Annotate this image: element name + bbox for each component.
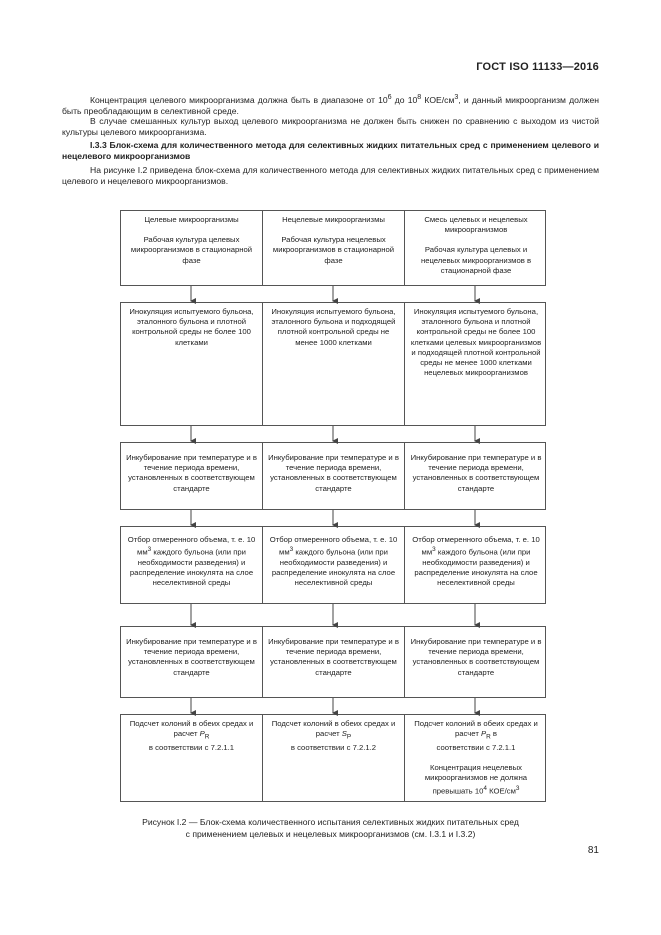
intro-paragraph-1: Концентрация целевого микроорганизма должна быть в диапазоне от $10^6$ до $10^8$ КОЕ/$см^3$, и данный микроорганизм должен быть преобладающим в селективной среде. <box>62 93 599 117</box>
flow-box-inoculation-nontarget: Инокуляция испытуемого бульона, эталонного бульона и подходящей плотной контрольной среды не менее 1000 клетками <box>263 303 405 425</box>
flow-box-incubation-1-nontarget: Инкубирование при температуре и в течение периода времени, установленных в соответствующем стандарте <box>263 443 405 509</box>
flow-box-sampling-nontarget: Отбор отмеренного объема, т. е. 10 $мм^3$ каждого бульона (или при необходимости разведения) и распределение инокулята на слое неселективной среды <box>263 527 405 603</box>
flowchart-arrows <box>120 210 546 802</box>
intro-paragraph-2: В случае смешанных культур выход целевого микроорганизма не должен быть снижен по сравнению с выходом из чистой культуры целевого микроорганизма. <box>62 116 599 138</box>
column-title-mixed: Смесь целевых и нецелевых микроорганизмов <box>424 215 528 235</box>
flow-box-incubation-2-mixed: Инкубирование при температуре и в течение периода времени, установленных в соответствующем стандарте <box>410 637 542 677</box>
figure-caption <box>62 817 599 840</box>
column-title-target: Целевые микроорганизмы <box>144 215 239 224</box>
flow-box-inoculation-mixed: Инокуляция испытуемого бульона, эталонного бульона и плотной контрольной среды не более 100 клетками целевых микроорганизмов и подходящей плотной контрольной среды не менее 1000 клетками нецелевых микроорганизмов <box>410 307 542 378</box>
figure-caption-line-2: с применением целевых и нецелевых микроорганизмов (см. I.3.1 и I.3.2) <box>185 828 476 839</box>
flow-box-count-target: Подсчет колоний в обеих средах и расчет $P_R$ в соответствии с 7.2.1.1 <box>121 715 263 801</box>
nontarget-culture-text: Рабочая культура нецелевых микроорганизмов в стационарной фазе <box>272 235 395 265</box>
intro-paragraph-3: На рисунке I.2 приведена блок-схема для количественного метода для селективных жидких питательных сред с применением целевого и нецелевого микроорганизмов. <box>62 165 599 187</box>
flow-box-incubation-1-target: Инкубирование при температуре и в течение периода времени, установленных в соответствующем стандарте <box>121 443 263 509</box>
flow-box-inoculation-target: Инокуляция испытуемого бульона, эталонного бульона и плотной контрольной среды не более 100 клетками <box>121 303 263 425</box>
flow-box-sampling-target: Отбор отмеренного объема, т. е. 10 $мм^3$ каждого бульона (или при необходимости разведения) и распределение инокулята на слое неселективной среды <box>121 527 263 603</box>
flow-box-count-nontarget: Подсчет колоний в обеих средах и расчет $S_P$ в соответствии с 7.2.1.2 <box>263 715 405 801</box>
mixed-culture-text: Рабочая культура целевых и нецелевых микроорганизмов в стационарной фазе <box>420 245 532 275</box>
page-number: 81 <box>587 845 599 856</box>
column-title-nontarget: Нецелевые микроорганизмы <box>282 215 385 224</box>
flow-box-incubation-2-target: Инкубирование при температуре и в течение периода времени, установленных в соответствующем стандарте <box>121 627 263 697</box>
target-culture-text: Рабочая культура целевых микроорганизмов в стационарной фазе <box>130 235 253 265</box>
flow-box-incubation-2-nontarget: Инкубирование при температуре и в течение периода времени, установленных в соответствующем стандарте <box>263 627 405 697</box>
flow-box-count-mixed: Подсчет колоний в обеих средах и расчет $P_R$ в соответствии с 7.2.1.1 Концентрация нецелевых микроорганизмов не должна превышать $10^4$ КОЕ/$см^3$ <box>405 715 547 801</box>
nontarget-concentration-limit: Концентрация нецелевых микроорганизмов не должна превышать $10^4$ КОЕ/$см^3$ <box>424 763 528 796</box>
document-header: ГОСТ ISO 11133—2016 <box>476 61 599 73</box>
flow-box-sampling-mixed: Отбор отмеренного объема, т. е. 10 $мм^3$ каждого бульона (или при необходимости разведения) и распределение инокулята на слое неселективной среды <box>412 535 540 588</box>
figure-caption-line-1: Рисунок I.2 — Блок-схема количественного испытания селективных жидких питательных сред <box>142 817 519 827</box>
flow-box-incubation-1-mixed: Инкубирование при температуре и в течение периода времени, установленных в соответствующем стандарте <box>410 453 542 493</box>
section-heading: I.3.3 Блок-схема для количественного метода для селективных жидких питательных сред с применением целевого и нецелевого микроорганизмов <box>62 140 599 162</box>
